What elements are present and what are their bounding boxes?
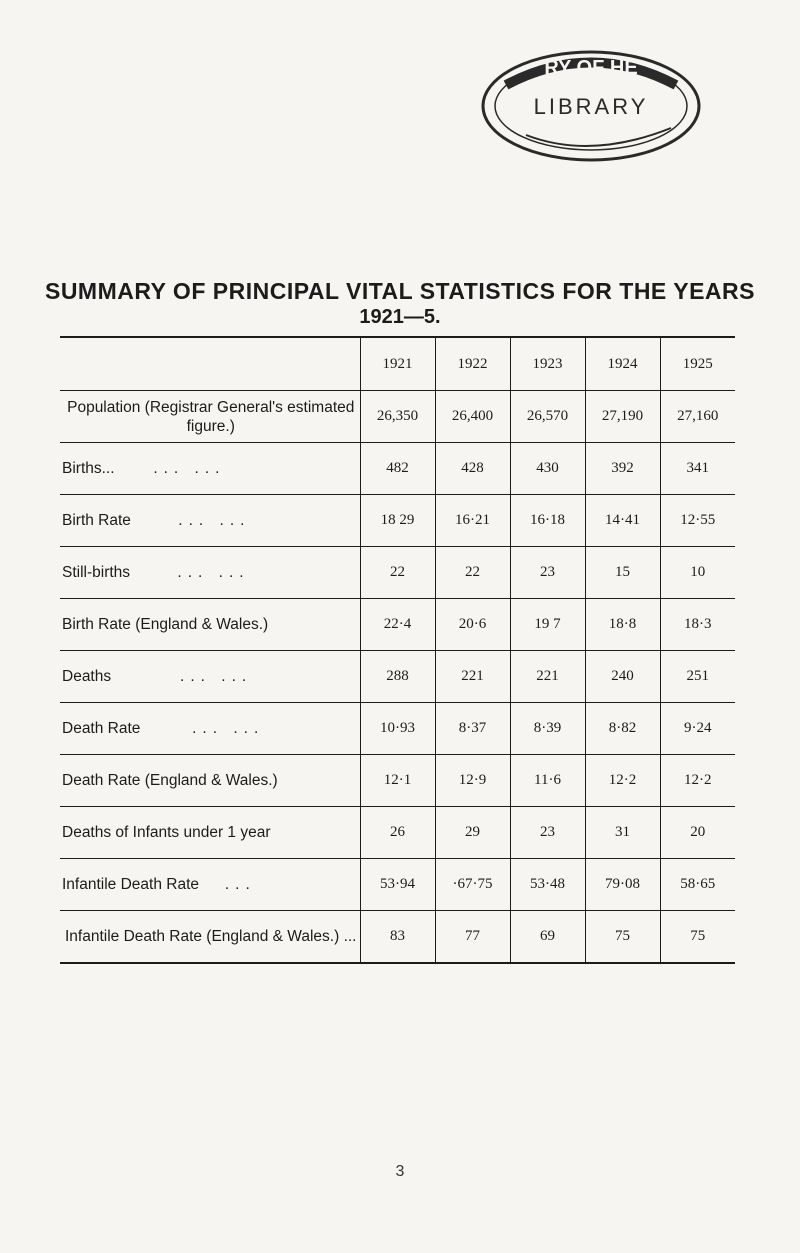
table-cell: 11·6 xyxy=(510,755,585,807)
table-row xyxy=(60,443,735,495)
table-cell: 341 xyxy=(660,443,735,495)
table-cell: 221 xyxy=(510,651,585,703)
stamp-top-text: RY OF HE xyxy=(544,57,638,79)
table-cell: 8·39 xyxy=(510,703,585,755)
leader-dots: ... ... xyxy=(180,668,253,685)
table-cell: 22·4 xyxy=(360,599,435,651)
row-label: Death Rate (England & Wales.) xyxy=(60,755,360,807)
column-header: 1924 xyxy=(585,337,660,391)
row-label-text: Births... xyxy=(62,460,115,477)
table-cell: 58·65 xyxy=(660,859,735,911)
table-cell: 10 xyxy=(660,547,735,599)
table-cell: 8·37 xyxy=(435,703,510,755)
table-cell: 12·55 xyxy=(660,495,735,547)
row-label xyxy=(60,443,360,495)
table-cell: 75 xyxy=(585,911,660,964)
table-cell: 22 xyxy=(360,547,435,599)
page-number: 3 xyxy=(395,1163,405,1180)
row-label-text: Birth Rate xyxy=(62,512,131,529)
table-cell: 392 xyxy=(585,443,660,495)
table-cell: 83 xyxy=(360,911,435,964)
leader-dots: ... ... xyxy=(153,460,226,477)
leader-dots: ... ... xyxy=(178,512,251,529)
table-cell: 27,160 xyxy=(660,391,735,443)
row-label xyxy=(60,859,360,911)
table-cell: 18·8 xyxy=(585,599,660,651)
table-cell: 12·2 xyxy=(585,755,660,807)
column-header: 1925 xyxy=(660,337,735,391)
table-cell: 31 xyxy=(585,807,660,859)
table-cell: 251 xyxy=(660,651,735,703)
table-cell: 23 xyxy=(510,547,585,599)
table-cell: 26,570 xyxy=(510,391,585,443)
table-cell: 69 xyxy=(510,911,585,964)
table-cell: 75 xyxy=(660,911,735,964)
table-cell: 26 xyxy=(360,807,435,859)
row-label-text: Infantile Death Rate xyxy=(62,876,200,893)
table-row xyxy=(60,547,735,599)
column-header: 1921 xyxy=(360,337,435,391)
table-cell: 9·24 xyxy=(660,703,735,755)
table-row xyxy=(60,807,735,859)
table-cell: 16·21 xyxy=(435,495,510,547)
column-header: 1923 xyxy=(510,337,585,391)
table-cell: 10·93 xyxy=(360,703,435,755)
table-cell: 18·3 xyxy=(660,599,735,651)
table-cell: 27,190 xyxy=(585,391,660,443)
row-label: Deaths of Infants under 1 year xyxy=(60,807,360,859)
table-row xyxy=(60,755,735,807)
table-cell: 18 29 xyxy=(360,495,435,547)
vital-statistics-table xyxy=(60,336,735,964)
table-cell: 14·41 xyxy=(585,495,660,547)
table-cell: 77 xyxy=(435,911,510,964)
stamp-main-text: LIBRARY xyxy=(533,94,649,119)
column-header: 1922 xyxy=(435,337,510,391)
table-row xyxy=(60,651,735,703)
table-cell: 26,400 xyxy=(435,391,510,443)
library-stamp xyxy=(466,40,716,170)
table-cell: ·67·75 xyxy=(435,859,510,911)
table-cell: 221 xyxy=(435,651,510,703)
table-cell: 53·48 xyxy=(510,859,585,911)
row-label xyxy=(60,703,360,755)
table-row xyxy=(60,911,735,964)
table-row xyxy=(60,495,735,547)
table-row xyxy=(60,703,735,755)
table-row xyxy=(60,599,735,651)
page-title: SUMMARY OF PRINCIPAL VITAL STATISTICS FOR THE YEARS xyxy=(44,278,755,304)
row-label xyxy=(60,495,360,547)
table-cell: 12·2 xyxy=(660,755,735,807)
table-cell: 20·6 xyxy=(435,599,510,651)
table-cell: 240 xyxy=(585,651,660,703)
table-row xyxy=(60,391,735,443)
table-row xyxy=(60,859,735,911)
table-cell: 8·82 xyxy=(585,703,660,755)
table-cell: 26,350 xyxy=(360,391,435,443)
table-cell: 29 xyxy=(435,807,510,859)
table-cell: 12·1 xyxy=(360,755,435,807)
row-label-text: Still-births xyxy=(62,564,131,581)
leader-dots: ... ... xyxy=(192,720,265,737)
table-cell: 19 7 xyxy=(510,599,585,651)
table-cell: 428 xyxy=(435,443,510,495)
row-label: Infantile Death Rate (England & Wales.) ... xyxy=(60,911,360,964)
table-cell: 23 xyxy=(510,807,585,859)
table-header-row xyxy=(60,337,735,391)
table-cell: 79·08 xyxy=(585,859,660,911)
table-cell: 430 xyxy=(510,443,585,495)
table-cell: 482 xyxy=(360,443,435,495)
leader-dots: ... ... xyxy=(177,564,250,581)
table-cell: 22 xyxy=(435,547,510,599)
table-cell: 53·94 xyxy=(360,859,435,911)
header-blank xyxy=(60,337,360,391)
row-label-text: Deaths xyxy=(62,668,112,685)
table-cell: 15 xyxy=(585,547,660,599)
table-cell: 288 xyxy=(360,651,435,703)
table-cell: 12·9 xyxy=(435,755,510,807)
row-label xyxy=(60,651,360,703)
row-label-text: Death Rate xyxy=(62,720,141,737)
table-cell: 20 xyxy=(660,807,735,859)
row-label: Population (Registrar General's estimated figure.) xyxy=(60,391,360,443)
row-label: Birth Rate (England & Wales.) xyxy=(60,599,360,651)
table-cell: 16·18 xyxy=(510,495,585,547)
page-subtitle: 1921—5. xyxy=(359,306,441,328)
leader-dots: ... xyxy=(224,876,256,893)
row-label xyxy=(60,547,360,599)
